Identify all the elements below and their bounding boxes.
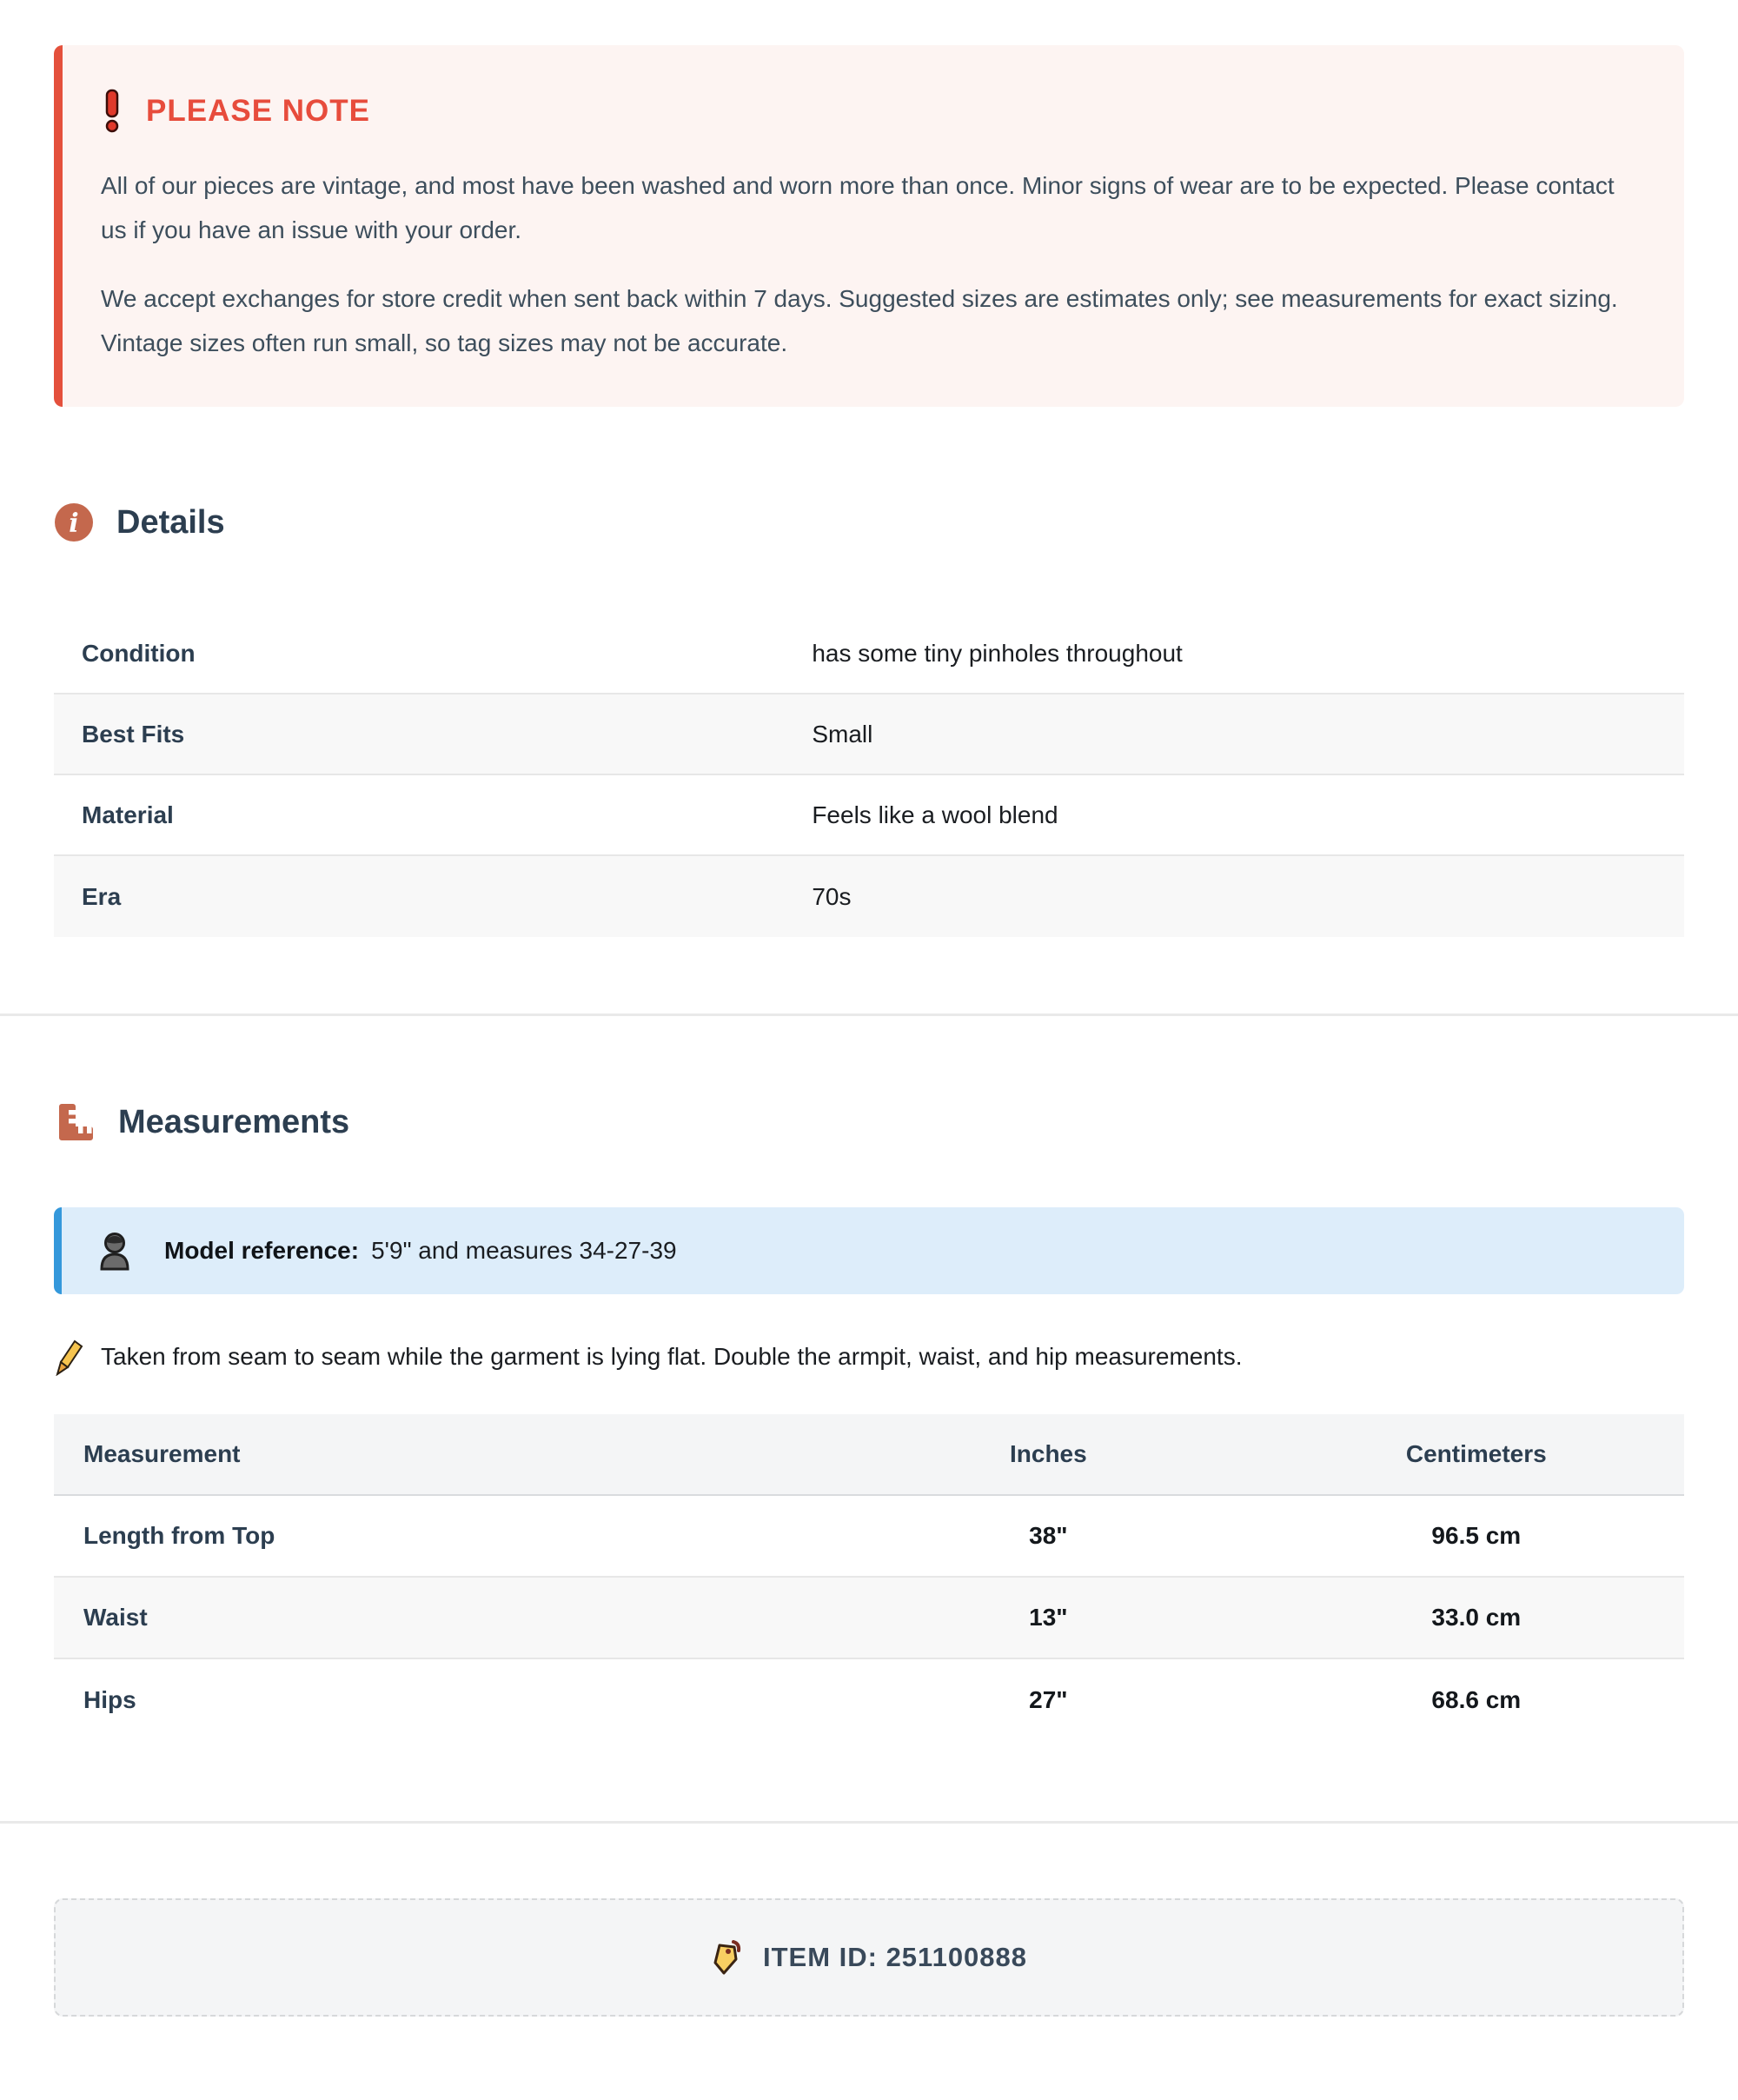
please-note-alert (54, 45, 1684, 407)
model-reference-value: 5'9" and measures 34-27-39 (371, 1237, 677, 1264)
measurements-heading (54, 1101, 1684, 1143)
measurements-table (54, 1414, 1684, 1741)
measurements-title: Measurements (118, 1103, 350, 1140)
measurement-centimeters: 33.0 cm (1431, 1604, 1522, 1631)
detail-value: has some tiny pinholes throughout (812, 639, 1183, 667)
column-header-centimeters: Centimeters (1405, 1440, 1547, 1467)
model-reference-box (54, 1207, 1684, 1294)
table-row (54, 775, 1684, 856)
model-reference-label: Model reference: (164, 1237, 360, 1264)
detail-label: Material (82, 801, 174, 828)
person-icon (96, 1231, 133, 1271)
table-row (54, 614, 1684, 694)
detail-value: Feels like a wool blend (812, 801, 1058, 828)
measurement-note-text: Taken from seam to seam while the garment is lying flat. Double the armpit, waist, and hip measurements. (101, 1343, 1243, 1370)
ruler-icon (54, 1101, 96, 1143)
measurement-name: Waist (83, 1604, 148, 1631)
alert-paragraph-2: We accept exchanges for store credit when sent back within 7 days. Suggested sizes are estimates only; see measurements for exact sizing. Vintage sizes often run small, so tag sizes may not be accurate. (101, 285, 1618, 356)
section-divider (0, 1013, 1738, 1016)
detail-value: Small (812, 720, 873, 748)
model-reference-text (164, 1237, 677, 1265)
alert-title-row (101, 89, 1646, 134)
alert-title: PLEASE NOTE (146, 94, 370, 128)
measurement-name: Hips (83, 1686, 136, 1713)
alert-paragraph-1: All of our pieces are vintage, and most have been washed and worn more than once. Minor signs of wear are to be expected. Please contact us if you have an issue with your order. (101, 172, 1615, 243)
exclamation-icon (101, 89, 123, 134)
table-row (54, 856, 1684, 937)
column-header-inches: Inches (1010, 1440, 1087, 1467)
measurement-centimeters: 96.5 cm (1431, 1522, 1522, 1549)
table-row (54, 1659, 1684, 1741)
detail-value: 70s (812, 882, 852, 910)
measurement-name: Length from Top (83, 1522, 275, 1549)
tag-icon (711, 1938, 744, 1977)
item-id-text: ITEM ID: 251100888 (762, 1942, 1028, 1972)
details-table (54, 614, 1684, 937)
detail-label: Era (82, 882, 122, 910)
section-divider (0, 1821, 1738, 1824)
details-title: Details (116, 503, 225, 541)
measurement-inches: 27" (1029, 1686, 1068, 1713)
measurement-inches: 38" (1029, 1522, 1068, 1549)
detail-label: Condition (82, 639, 196, 667)
measurement-inches: 13" (1029, 1604, 1068, 1631)
measurement-centimeters: 68.6 cm (1431, 1686, 1522, 1713)
measurement-note (54, 1338, 1684, 1376)
pencil-icon (54, 1338, 83, 1376)
table-row (54, 1496, 1684, 1578)
svg-text:i: i (69, 508, 79, 539)
table-row (54, 1578, 1684, 1659)
item-id-box (54, 1898, 1684, 2017)
measurements-table-header (54, 1414, 1684, 1496)
column-header-measurement: Measurement (83, 1440, 241, 1467)
table-row (54, 694, 1684, 775)
detail-label: Best Fits (82, 720, 185, 748)
info-icon (54, 502, 94, 542)
details-heading (54, 502, 1684, 542)
product-info-page (0, 45, 1738, 2100)
